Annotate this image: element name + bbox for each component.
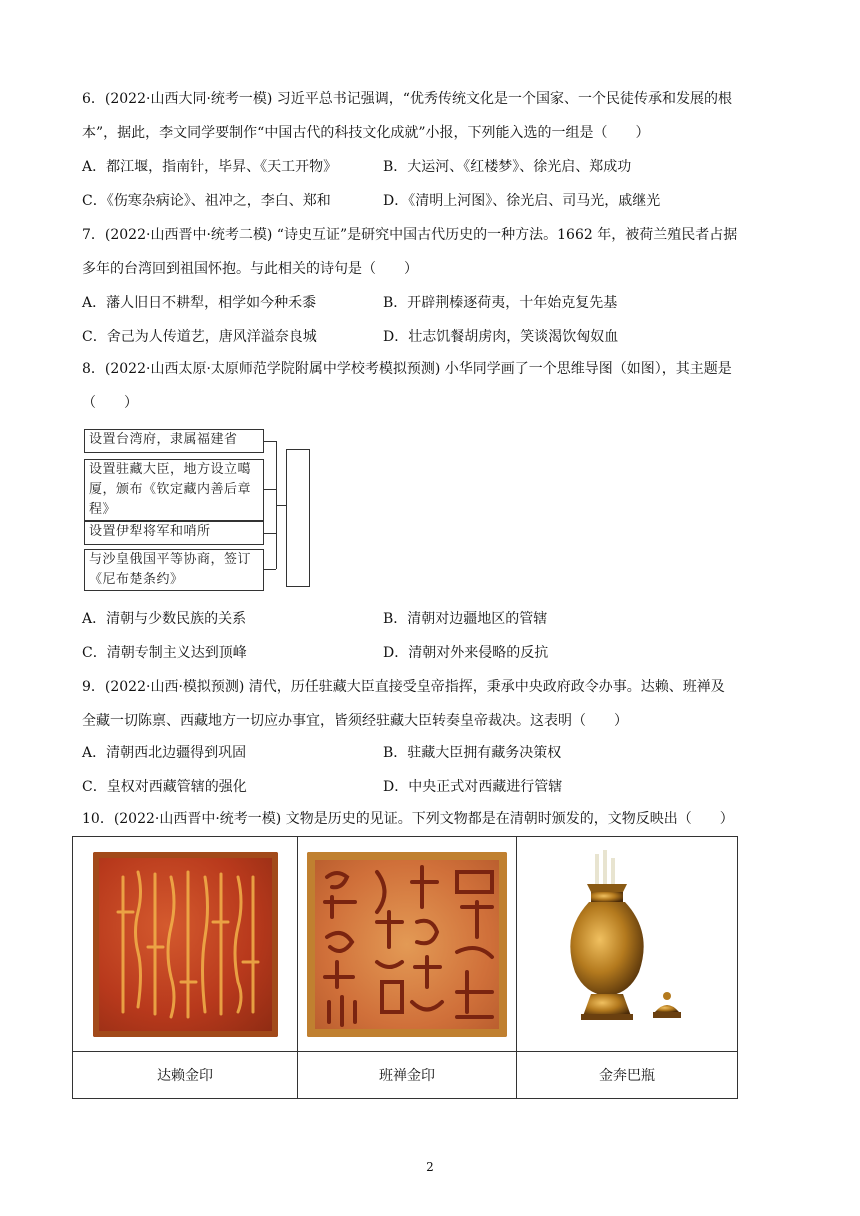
- question-8-line2: （ ）: [82, 395, 138, 411]
- caption-panchen-gold-seal: 班禅金印: [298, 1052, 517, 1099]
- dalai-seal-cell: [73, 837, 298, 1052]
- question-10: [82, 802, 782, 836]
- option-6d[interactable]: D．《清明上河图》、徐光启、司马光，戚继光: [383, 193, 661, 209]
- golden-urn-icon: [557, 844, 697, 1044]
- option-7d[interactable]: D．壮志饥餐胡虏肉，笑谈渴饮匈奴血: [383, 329, 619, 345]
- mind-map-item-taiwan: 设置台湾府，隶属福建省: [84, 429, 264, 453]
- question-10-line1: 10．(2022·山西晋中·统考一模) 文物是历史的见证。下列文物都是在清朝时颁发的，文物反映出（ ）: [82, 811, 734, 827]
- golden-urn-cell: [517, 837, 738, 1052]
- option-8d[interactable]: D．清朝对外来侵略的反抗: [383, 645, 549, 661]
- option-8c[interactable]: C．清朝专制主义达到顶峰: [82, 645, 247, 661]
- page-number: 2: [426, 1160, 434, 1174]
- option-6a[interactable]: A．都江堰，指南针，毕昇、《天工开物》: [82, 159, 338, 175]
- mind-map-connector: [276, 505, 286, 506]
- question-8-line1: 8．(2022·山西太原·太原师范学院附属中学校考模拟预测) 小华同学画了一个思维导图（如图），其主题是: [82, 361, 732, 377]
- option-8b[interactable]: B．清朝对边疆地区的管辖: [383, 611, 548, 627]
- dalai-gold-seal-image: [93, 852, 278, 1037]
- option-8a[interactable]: A．清朝与少数民族的关系: [82, 611, 247, 627]
- question-6-options: [82, 150, 782, 218]
- option-9a[interactable]: A．清朝西北边疆得到巩固: [82, 745, 247, 761]
- golden-urn-image: [557, 844, 697, 1044]
- question-7: [82, 218, 782, 286]
- question-6-line2: 本”，据此，李文同学要制作“中国古代的科技文化成就”小报，下列能入选的一组是（ ）: [82, 125, 650, 141]
- question-8-options: [82, 602, 782, 670]
- mind-map: [84, 425, 314, 595]
- option-7b[interactable]: B．开辟荆榛逐荷夷，十年始克复先基: [383, 295, 618, 311]
- option-6c[interactable]: C．《伤寒杂病论》、祖冲之，李白、郑和: [82, 193, 331, 209]
- mind-map-item-nerchinsk: 与沙皇俄国平等协商，签订《尼布楚条约》: [84, 549, 264, 591]
- question-9: [82, 670, 782, 738]
- mind-map-item-tibet: 设置驻藏大臣，地方设立噶厦，颁布《钦定藏内善后章程》: [84, 459, 264, 521]
- mind-map-topic-box: [286, 449, 310, 587]
- question-9-options: [82, 736, 782, 804]
- caption-golden-urn: 金奔巴瓶: [517, 1052, 738, 1099]
- option-7a[interactable]: A．藩人旧日不耕犁，相学如今种禾黍: [82, 295, 317, 311]
- option-6b[interactable]: B．大运河、《红楼梦》、徐光启、郑成功: [383, 159, 632, 175]
- artifact-table: [72, 836, 738, 1099]
- panchen-seal-cell: [298, 837, 517, 1052]
- question-7-line2: 多年的台湾回到祖国怀抱。与此相关的诗句是（ ）: [82, 261, 418, 277]
- seal-characters-icon: [307, 852, 507, 1037]
- mind-map-connector: [264, 533, 276, 534]
- caption-dalai-gold-seal: 达赖金印: [73, 1052, 298, 1099]
- mind-map-connector: [264, 441, 276, 442]
- mind-map-connector: [264, 489, 276, 490]
- seal-script-icon: [93, 852, 278, 1037]
- panchen-gold-seal-image: [307, 852, 507, 1037]
- question-7-options: [82, 286, 782, 354]
- question-7-line1: 7．(2022·山西晋中·统考二模) “诗史互证”是研究中国古代历史的一种方法。1662 年，被荷兰殖民者占据: [82, 227, 738, 243]
- question-9-line2: 全藏一切陈禀、西藏地方一切应办事宜，皆须经驻藏大臣转奏皇帝裁决。这表明（ ）: [82, 713, 628, 729]
- question-6: [82, 82, 782, 150]
- question-6-line1: 6．(2022·山西大同·统考一模) 习近平总书记强调，“优秀传统文化是一个国家、一个民徒传承和发展的根: [82, 91, 732, 107]
- question-8: [82, 352, 782, 420]
- option-9d[interactable]: D．中央正式对西藏进行管辖: [383, 779, 563, 795]
- option-9b[interactable]: B．驻藏大臣拥有藏务决策权: [383, 745, 562, 761]
- mind-map-item-ili: 设置伊犁将军和哨所: [84, 521, 264, 545]
- option-7c[interactable]: C．舍己为人传道艺，唐风洋溢奈良城: [82, 329, 317, 345]
- option-9c[interactable]: C．皇权对西藏管辖的强化: [82, 779, 247, 795]
- mind-map-connector: [264, 569, 276, 570]
- question-9-line1: 9．(2022·山西·模拟预测) 清代，历任驻藏大臣直接受皇帝指挥，秉承中央政府政令办事。达赖、班禅及: [82, 679, 725, 695]
